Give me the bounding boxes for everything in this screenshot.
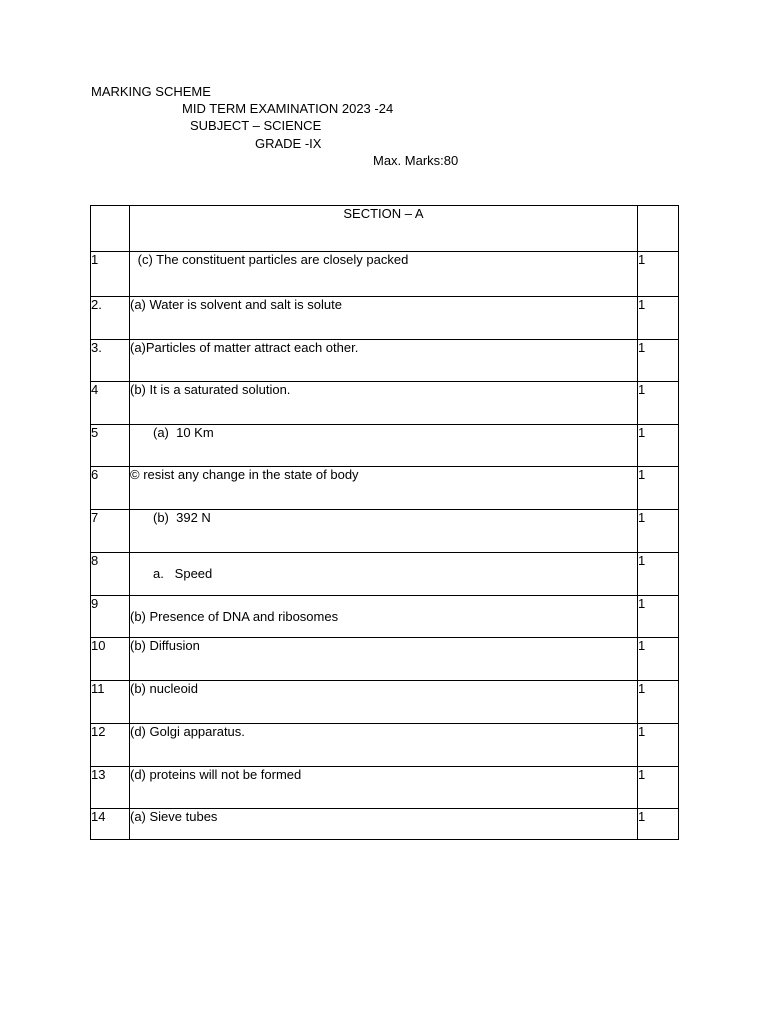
question-number: 7 [91, 510, 130, 553]
answer-text: (d) proteins will not be formed [130, 767, 638, 809]
marks-value: 1 [638, 467, 679, 510]
answer-text: (b) nucleoid [130, 681, 638, 724]
answer-text: (b) 392 N [130, 510, 638, 553]
exam-title: MID TERM EXAMINATION 2023 -24 [182, 101, 394, 116]
question-number: 14 [91, 809, 130, 840]
answer-text: (d) Golgi apparatus. [130, 724, 638, 767]
max-marks: Max. Marks:80 [373, 153, 459, 168]
marks-value: 1 [638, 724, 679, 767]
empty-cell [638, 206, 679, 252]
marks-value: 1 [638, 596, 679, 638]
section-header-row [91, 206, 679, 252]
marks-value: 1 [638, 767, 679, 809]
question-number: 9 [91, 596, 130, 638]
answer-text: (a)Particles of matter attract each other. [130, 340, 638, 382]
empty-cell [91, 206, 130, 252]
marks-value: 1 [638, 382, 679, 425]
table-row [91, 510, 679, 553]
question-number: 13 [91, 767, 130, 809]
answer-text: (a) Sieve tubes [130, 809, 638, 840]
table-row [91, 467, 679, 510]
table-row [91, 340, 679, 382]
question-number: 6 [91, 467, 130, 510]
marks-value: 1 [638, 553, 679, 596]
table-row [91, 596, 679, 638]
table-row [91, 724, 679, 767]
answer-text: (a) 10 Km [130, 425, 638, 467]
marks-value: 1 [638, 681, 679, 724]
table-row [91, 809, 679, 840]
doc-title-marking-scheme: MARKING SCHEME [91, 84, 211, 99]
answer-text: (a) Water is solvent and salt is solute [130, 297, 638, 340]
table-row [91, 297, 679, 340]
table-row [91, 767, 679, 809]
table-row [91, 252, 679, 297]
question-number: 4 [91, 382, 130, 425]
question-number: 1 [91, 252, 130, 297]
table-row [91, 681, 679, 724]
answer-text: a. Speed [130, 553, 638, 596]
question-number: 10 [91, 638, 130, 681]
grade-line: GRADE -IX [255, 136, 322, 151]
answer-text: (b) Presence of DNA and ribosomes [130, 596, 638, 638]
answer-text: (c) The constituent particles are closely packed [130, 252, 638, 297]
marks-value: 1 [638, 809, 679, 840]
question-number: 12 [91, 724, 130, 767]
question-number: 5 [91, 425, 130, 467]
answer-text: © resist any change in the state of body [130, 467, 638, 510]
subject-line: SUBJECT – SCIENCE [190, 118, 322, 133]
question-number: 8 [91, 553, 130, 596]
answer-text: (b) Diffusion [130, 638, 638, 681]
marks-value: 1 [638, 425, 679, 467]
table-row [91, 425, 679, 467]
marks-value: 1 [638, 510, 679, 553]
question-number: 3. [91, 340, 130, 382]
marking-scheme-table [90, 205, 679, 840]
table-row [91, 382, 679, 425]
answer-text: (b) It is a saturated solution. [130, 382, 638, 425]
marks-value: 1 [638, 297, 679, 340]
marks-value: 1 [638, 252, 679, 297]
table-row [91, 553, 679, 596]
marks-value: 1 [638, 340, 679, 382]
question-number: 11 [91, 681, 130, 724]
question-number: 2. [91, 297, 130, 340]
table-row [91, 638, 679, 681]
section-title: SECTION – A [130, 206, 638, 252]
marks-value: 1 [638, 638, 679, 681]
